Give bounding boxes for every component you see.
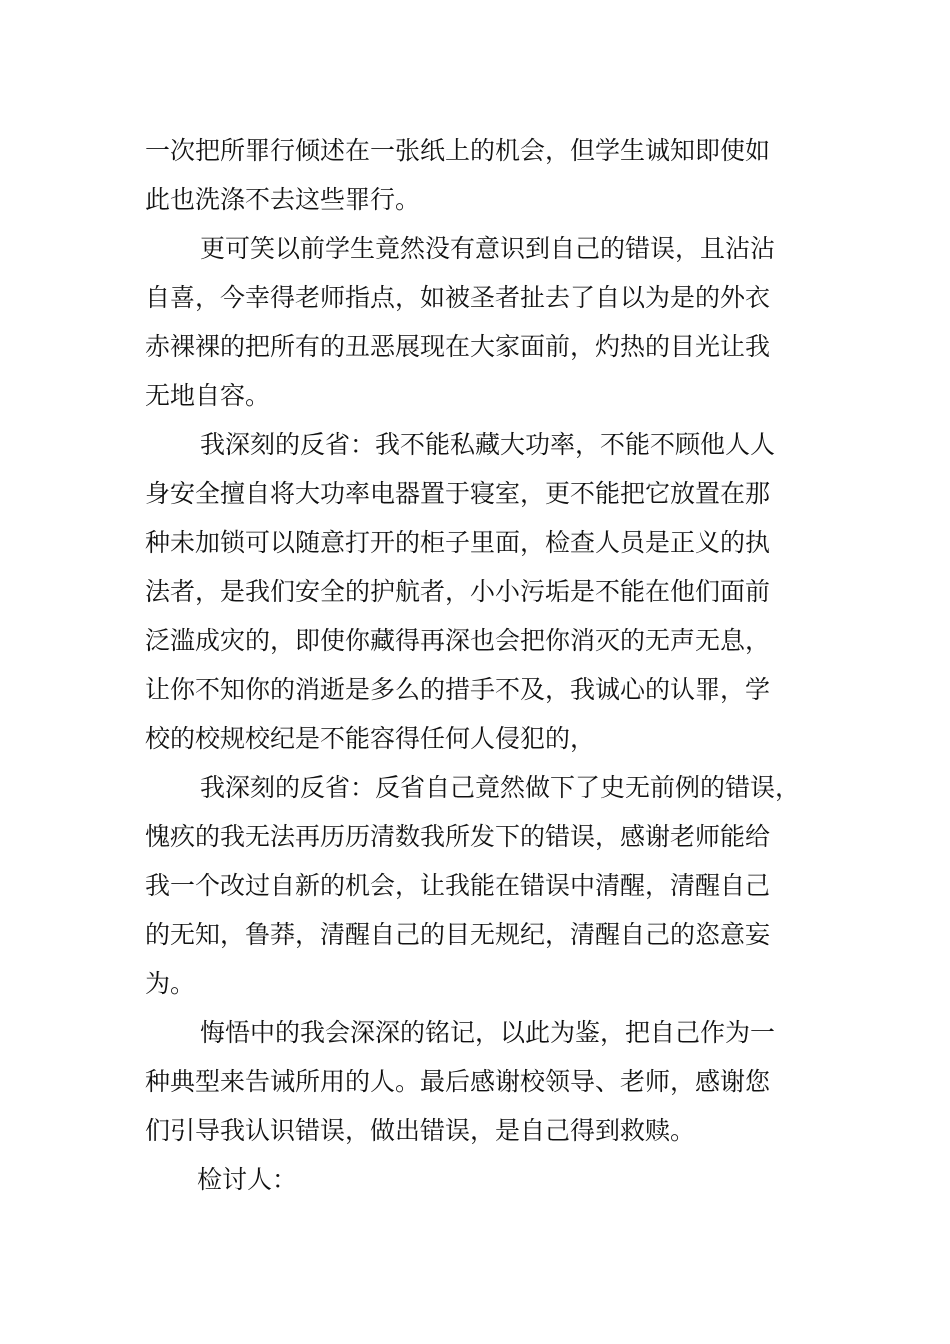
text-line: 此也洗涤不去这些罪行。 xyxy=(145,185,421,214)
text-line: 们引导我认识错误，做出错误，是自己得到救赎。 xyxy=(145,1116,696,1145)
text-line: 让你不知你的消逝是多么的措手不及，我诚心的认罪，学 xyxy=(145,675,771,704)
text-line: 一次把所罪行倾述在一张纸上的机会，但学生诚知即使如 xyxy=(145,136,771,165)
text-line: 为。 xyxy=(145,969,196,998)
text-line: 泛滥成灾的，即使你藏得再深也会把你消灭的无声无息， xyxy=(145,626,771,655)
paragraph-first-line: 更可笑以前学生竟然没有意识到自己的错误，且沾沾 xyxy=(200,234,776,263)
paragraph-first-line: 悔悟中的我会深深的铭记，以此为鉴，把自己作为一 xyxy=(200,1018,776,1047)
text-line: 种未加锁可以随意打开的柜子里面，检查人员是正义的执 xyxy=(145,528,771,557)
text-line: 法者，是我们安全的护航者，小小污垢是不能在他们面前 xyxy=(145,577,771,606)
text-line: 愧疚的我无法再历历清数我所发下的错误，感谢老师能给 xyxy=(145,822,771,851)
paragraph-first-line: 我深刻的反省：我不能私藏大功率，不能不顾他人人 xyxy=(200,430,776,459)
text-line: 无地自容。 xyxy=(145,381,271,410)
document-body xyxy=(145,126,835,1204)
text-line: 身安全擅自将大功率电器置于寝室，更不能把它放置在那 xyxy=(145,479,771,508)
paragraph-first-line: 我深刻的反省：反省自己竟然做下了史无前例的错误， xyxy=(200,773,801,802)
text-line: 赤裸裸的把所有的丑恶展现在大家面前，灼热的目光让我 xyxy=(145,332,771,361)
text-line: 的无知，鲁莽，清醒自己的目无规纪，清醒自己的恣意妄 xyxy=(145,920,771,949)
signature-label: 检讨人： xyxy=(197,1165,298,1194)
text-line: 自喜，今幸得老师指点，如被圣者扯去了自以为是的外衣 xyxy=(145,283,771,312)
text-line: 校的校规校纪是不能容得任何人侵犯的， xyxy=(145,724,596,753)
text-line: 种典型来告诫所用的人。最后感谢校领导、老师，感谢您 xyxy=(145,1067,771,1096)
text-line: 我一个改过自新的机会，让我能在错误中清醒，清醒自己 xyxy=(145,871,771,900)
